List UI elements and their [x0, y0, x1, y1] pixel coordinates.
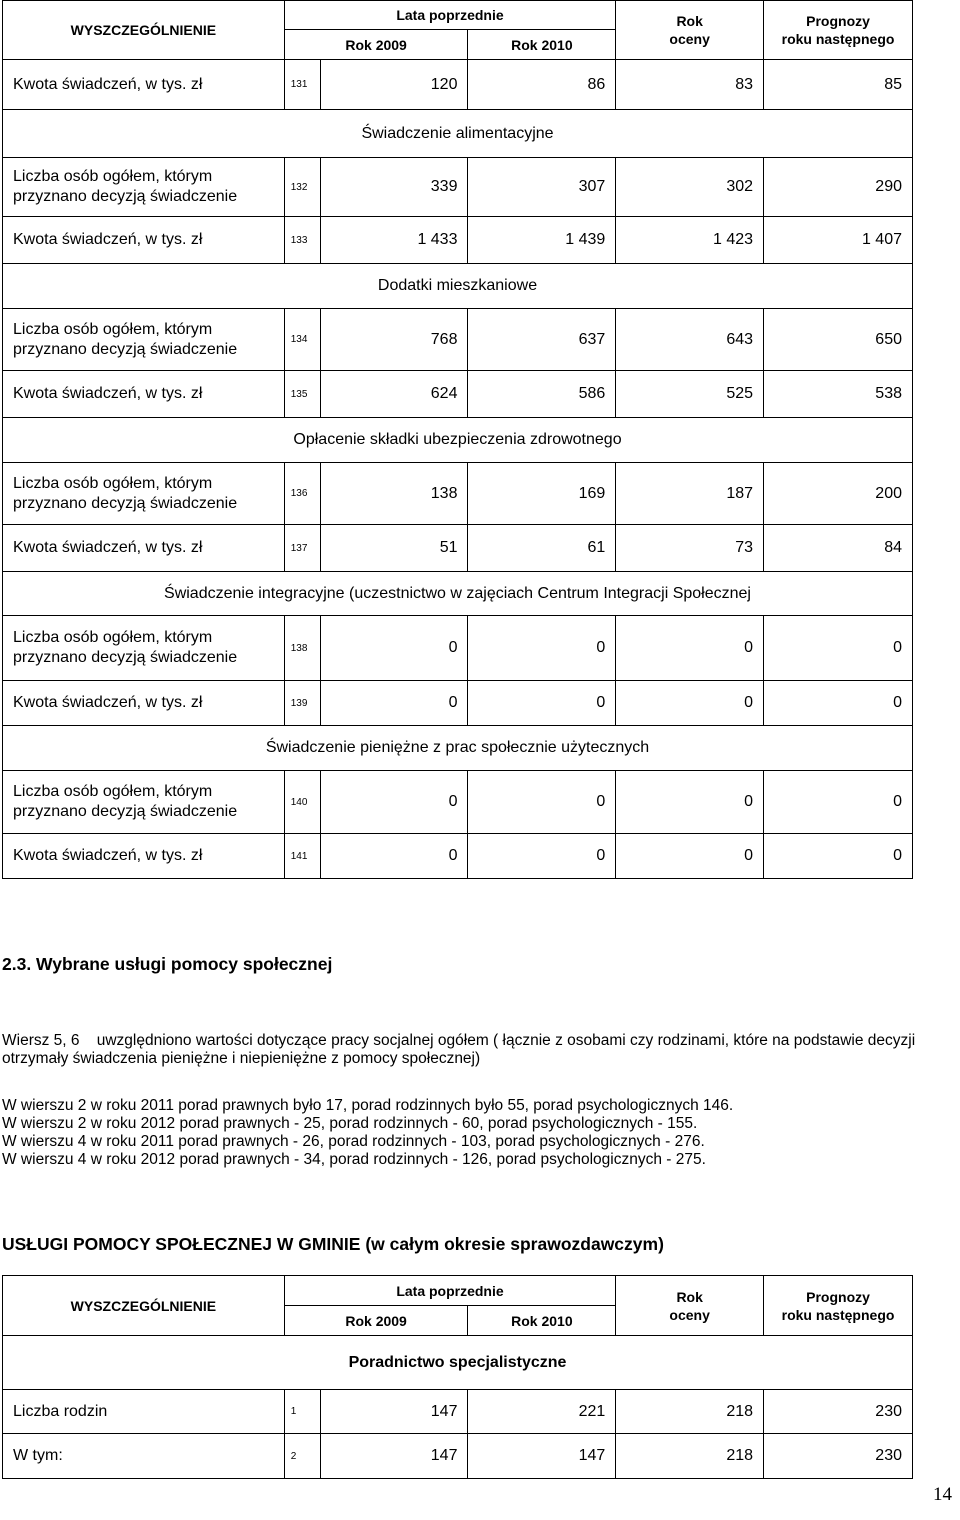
- row-label: Kwota świadczeń, w tys. zł: [3, 834, 285, 879]
- row-code: 132: [284, 158, 320, 217]
- table-row: [3, 309, 913, 371]
- note-line: W wierszu 4 w roku 2011 porad prawnych - 26, porad rodzinnych - 103, porad psychologicznych - 276.: [2, 1133, 705, 1150]
- row-code: 2: [284, 1434, 320, 1479]
- value-2010: 586: [468, 371, 616, 418]
- section-dodatki-mieszkaniowe: Dodatki mieszkaniowe: [3, 264, 913, 309]
- header-wyszczegolnienie: WYSZCZEGÓLNIENIE: [3, 1276, 285, 1336]
- section-swiadczenie-integracyjne: Świadczenie integracyjne (uczestnictwo w zajęciach Centrum Integracji Społecznej: [3, 572, 913, 616]
- value-2009: 339: [320, 158, 468, 217]
- value-ocena: 218: [616, 1434, 764, 1479]
- row-code: 141: [284, 834, 320, 879]
- value-ocena: 0: [616, 834, 764, 879]
- value-2009: 0: [320, 771, 468, 834]
- row-label: Liczba rodzin: [3, 1390, 285, 1434]
- table-row: [3, 1390, 913, 1434]
- row-label: Liczba osób ogółem, którym przyznano decyzją świadczenie: [3, 463, 285, 525]
- value-2009: 0: [320, 681, 468, 726]
- value-prognoza: 85: [764, 60, 913, 110]
- value-ocena: 187: [616, 463, 764, 525]
- value-2010: 61: [468, 525, 616, 572]
- value-prognoza: 1 407: [764, 217, 913, 264]
- value-prognoza: 84: [764, 525, 913, 572]
- value-2010: 637: [468, 309, 616, 371]
- row-label: Liczba osób ogółem, którym przyznano decyzją świadczenie: [3, 771, 285, 834]
- row-code: 138: [284, 616, 320, 681]
- row-code: 131: [284, 60, 320, 110]
- header-lata-poprzednie: Lata poprzednie: [284, 1, 616, 30]
- value-prognoza: 200: [764, 463, 913, 525]
- note-paragraph: Wiersz 5, 6 uwzględniono wartości dotyczące pracy socjalnej ogółem ( łącznie z osobami czy rodzinami, które na podstawie decyzji otrzymały świadczenia pieniężne i niepieniężne z pomocy społecznej): [2, 1032, 920, 1067]
- table-row: [3, 371, 913, 418]
- value-2009: 1 433: [320, 217, 468, 264]
- value-ocena: 0: [616, 771, 764, 834]
- section-swiadczenie-pieniezne: Świadczenie pieniężne z prac społecznie użytecznych: [3, 726, 913, 771]
- header-rok-oceny: Rok oceny: [616, 1276, 764, 1336]
- row-code: 135: [284, 371, 320, 418]
- services-table: [2, 1275, 913, 1479]
- value-2009: 624: [320, 371, 468, 418]
- value-ocena: 0: [616, 616, 764, 681]
- value-2010: 0: [468, 681, 616, 726]
- value-2010: 169: [468, 463, 616, 525]
- section-oplacenie-skladki: Opłacenie składki ubezpieczenia zdrowotnego: [3, 418, 913, 463]
- value-ocena: 83: [616, 60, 764, 110]
- row-label: Liczba osób ogółem, którym przyznano decyzją świadczenie: [3, 616, 285, 681]
- section-poradnictwo: Poradnictwo specjalistyczne: [3, 1336, 913, 1390]
- header-wyszczegolnienie: WYSZCZEGÓLNIENIE: [3, 1, 285, 60]
- row-label: Kwota świadczeń, w tys. zł: [3, 371, 285, 418]
- table-row: [3, 217, 913, 264]
- section-heading-2-3: 2.3. Wybrane usługi pomocy społecznej: [2, 954, 333, 974]
- row-code: 133: [284, 217, 320, 264]
- row-code: 1: [284, 1390, 320, 1434]
- value-ocena: 525: [616, 371, 764, 418]
- table-row: [3, 525, 913, 572]
- table-row: [3, 834, 913, 879]
- value-prognoza: 230: [764, 1390, 913, 1434]
- table-row: [3, 616, 913, 681]
- value-prognoza: 0: [764, 681, 913, 726]
- value-2010: 1 439: [468, 217, 616, 264]
- value-prognoza: 538: [764, 371, 913, 418]
- value-ocena: 218: [616, 1390, 764, 1434]
- header-rok-2010: Rok 2010: [468, 1306, 616, 1336]
- row-label: W tym:: [3, 1434, 285, 1479]
- row-code: 139: [284, 681, 320, 726]
- page-number: 14: [933, 1484, 952, 1505]
- row-label: Kwota świadczeń, w tys. zł: [3, 681, 285, 726]
- section-swiadczenie-alimentacyjne: Świadczenie alimentacyjne: [3, 110, 913, 158]
- table-row: [3, 681, 913, 726]
- row-label: Kwota świadczeń, w tys. zł: [3, 217, 285, 264]
- header-prognozy: Prognozy roku następnego: [764, 1276, 913, 1336]
- row-label: Liczba osób ogółem, którym przyznano decyzją świadczenie: [3, 309, 285, 371]
- value-ocena: 1 423: [616, 217, 764, 264]
- row-label: Kwota świadczeń, w tys. zł: [3, 60, 285, 110]
- value-2009: 0: [320, 834, 468, 879]
- table-row: [3, 158, 913, 217]
- value-prognoza: 0: [764, 616, 913, 681]
- table-row: [3, 771, 913, 834]
- header-rok-2010: Rok 2010: [468, 30, 616, 60]
- note-line: W wierszu 2 w roku 2012 porad prawnych - 25, porad rodzinnych - 60, porad psychologicznych - 155.: [2, 1115, 698, 1132]
- value-2010: 0: [468, 771, 616, 834]
- value-2009: 51: [320, 525, 468, 572]
- header-lata-poprzednie: Lata poprzednie: [284, 1276, 616, 1306]
- value-2009: 768: [320, 309, 468, 371]
- value-2009: 120: [320, 60, 468, 110]
- header-rok-oceny: Rok oceny: [616, 1, 764, 60]
- row-label: Kwota świadczeń, w tys. zł: [3, 525, 285, 572]
- value-2009: 147: [320, 1434, 468, 1479]
- value-prognoza: 230: [764, 1434, 913, 1479]
- row-code: 134: [284, 309, 320, 371]
- table-row: [3, 1434, 913, 1479]
- section-heading-uslugi: USŁUGI POMOCY SPOŁECZNEJ W GMINIE (w całym okresie sprawozdawczym): [2, 1234, 664, 1254]
- value-prognoza: 290: [764, 158, 913, 217]
- value-2010: 86: [468, 60, 616, 110]
- row-code: 136: [284, 463, 320, 525]
- row-code: 137: [284, 525, 320, 572]
- benefits-table: [2, 0, 913, 879]
- value-ocena: 0: [616, 681, 764, 726]
- header-prognozy: Prognozy roku następnego: [764, 1, 913, 60]
- value-prognoza: 650: [764, 309, 913, 371]
- table-row: [3, 60, 913, 110]
- value-2009: 138: [320, 463, 468, 525]
- value-2010: 307: [468, 158, 616, 217]
- value-2010: 147: [468, 1434, 616, 1479]
- note-line: W wierszu 2 w roku 2011 porad prawnych było 17, porad rodzinnych było 55, porad psychologicznych 146.: [2, 1097, 734, 1114]
- value-2009: 147: [320, 1390, 468, 1434]
- value-prognoza: 0: [764, 834, 913, 879]
- value-2010: 0: [468, 616, 616, 681]
- value-2010: 0: [468, 834, 616, 879]
- header-rok-2009: Rok 2009: [284, 1306, 468, 1336]
- value-2009: 0: [320, 616, 468, 681]
- row-code: 140: [284, 771, 320, 834]
- row-label: Liczba osób ogółem, którym przyznano decyzją świadczenie: [3, 158, 285, 217]
- value-ocena: 302: [616, 158, 764, 217]
- notes-list: [2, 1097, 733, 1169]
- value-prognoza: 0: [764, 771, 913, 834]
- table-row: [3, 463, 913, 525]
- header-rok-2009: Rok 2009: [284, 30, 468, 60]
- value-2010: 221: [468, 1390, 616, 1434]
- note-line: W wierszu 4 w roku 2012 porad prawnych - 34, porad rodzinnych - 126, porad psychologicznych - 275.: [2, 1151, 706, 1168]
- value-ocena: 73: [616, 525, 764, 572]
- value-ocena: 643: [616, 309, 764, 371]
